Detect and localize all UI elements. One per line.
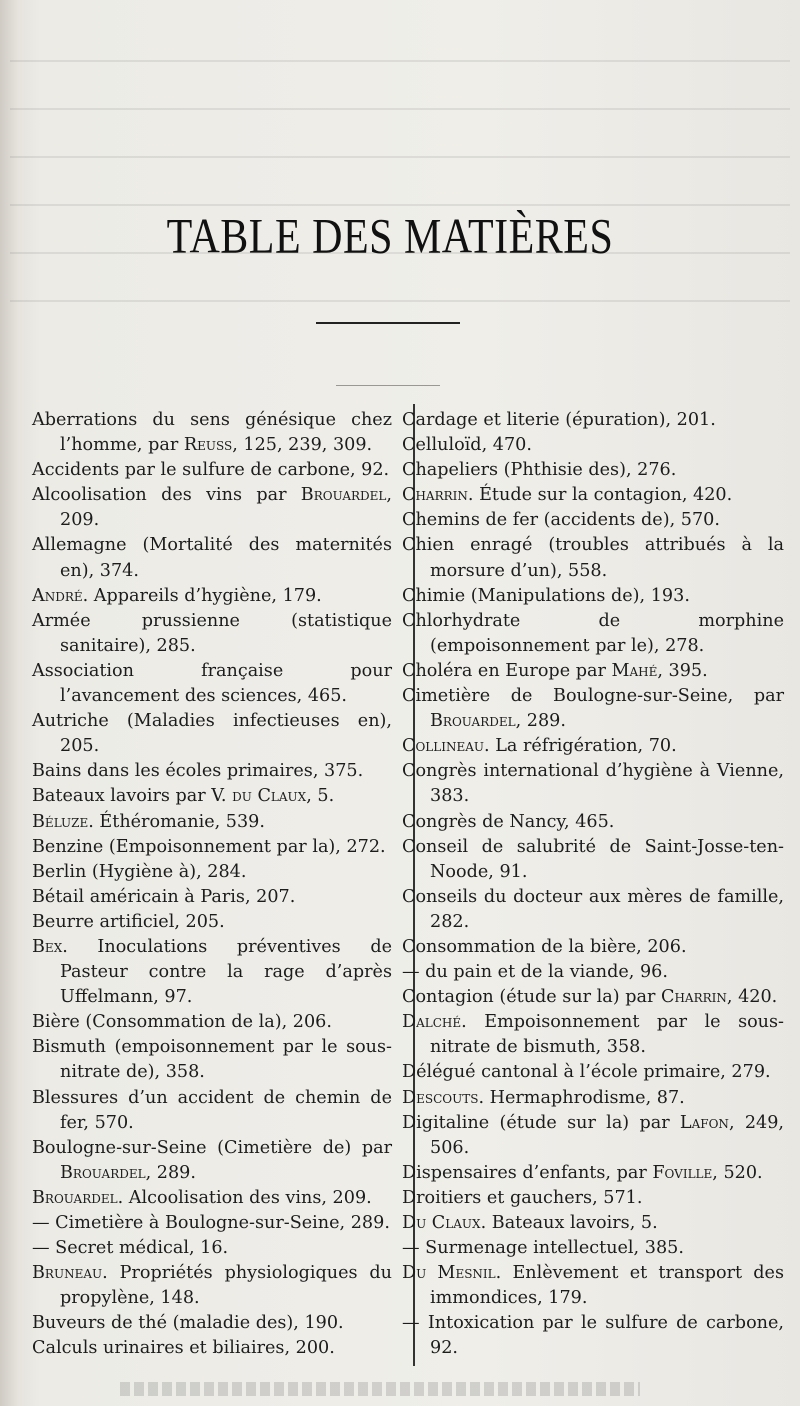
- title-rule-faint: [336, 385, 440, 386]
- entry-text: Aberrations du sens génésique chez l’homme, par: [32, 410, 392, 456]
- entry-text: Chien enragé (troubles attribués à la morsure d’un), 558.: [402, 535, 784, 581]
- entry-text-rest: . Hermaphrodisme, 87.: [478, 1087, 685, 1108]
- entry-text-rest: . Alcoolisation des vins, 209.: [117, 1187, 372, 1208]
- entry-text: Autriche (Maladies infectieuses en), 205.: [32, 711, 392, 757]
- entry-text: Buveurs de thé (maladie des), 190.: [32, 1313, 344, 1334]
- entry-text: Bains dans les écoles primaires, 375.: [32, 761, 364, 782]
- index-entry: [402, 885, 784, 935]
- entry-text: Dispensaires d’enfants, par: [402, 1162, 653, 1183]
- entry-text: — Intoxication par le sulfure de carbone, 92.: [402, 1313, 784, 1359]
- entry-author: Brouardel: [430, 711, 516, 732]
- entry-text: Alcoolisation des vins par: [32, 485, 301, 506]
- entry-author: Foville: [652, 1162, 713, 1183]
- entry-author: Dalché: [402, 1012, 462, 1033]
- index-entry: [32, 709, 392, 759]
- entry-text: — du pain et de la viande, 96.: [402, 962, 668, 983]
- entry-author: Lafon: [679, 1112, 729, 1133]
- entry-text: Chapeliers (Phthisie des), 276.: [402, 460, 677, 481]
- index-entry: [32, 810, 392, 835]
- entry-text-rest: , 5.: [306, 786, 335, 807]
- index-entry: [402, 584, 784, 609]
- index-column-right: [402, 408, 784, 1362]
- bleed-through-footer: [120, 1382, 640, 1396]
- index-entry: [402, 1111, 784, 1161]
- entry-text: Conseils du docteur aux mères de famille, 282.: [402, 886, 784, 932]
- entry-text: — Secret médical, 16.: [32, 1238, 229, 1259]
- index-entry: [402, 759, 784, 809]
- entry-text: Congrès de Nancy, 465.: [402, 811, 615, 832]
- index-entry: [402, 684, 784, 734]
- entry-text-rest: . Appareils d’hygiène, 179.: [82, 585, 322, 606]
- entry-text-rest: . La réfrigération, 70.: [484, 736, 677, 757]
- index-entry: [32, 584, 392, 609]
- entry-text: — Surmenage intellectuel, 385.: [402, 1238, 684, 1259]
- index-entry: [402, 609, 784, 659]
- page-title: TABLE DES MATIÈRES: [166, 209, 614, 265]
- entry-author: Charrin: [660, 987, 727, 1008]
- entry-author: Descouts: [402, 1087, 479, 1108]
- bleed-through-texture: [10, 60, 790, 330]
- entry-text: Beurre artificiel, 205.: [32, 911, 225, 932]
- index-entry: [32, 483, 392, 533]
- index-entry: [32, 935, 392, 1010]
- entry-text: Bismuth (empoisonnement par le sous-nitrate de), 358.: [32, 1037, 392, 1083]
- entry-text-rest: , 289.: [515, 711, 566, 732]
- entry-author: du Claux: [232, 786, 307, 807]
- index-entry: [32, 533, 392, 583]
- index-entry: [402, 659, 784, 684]
- entry-text: Contagion (étude sur la) par: [402, 987, 661, 1008]
- entry-text: Berlin (Hygiène à), 284.: [32, 861, 247, 882]
- index-entry: [32, 885, 392, 910]
- entry-author: Du Claux: [402, 1213, 481, 1233]
- index-entry: [32, 910, 392, 935]
- entry-text-rest: . Étude sur la contagion, 420.: [467, 485, 733, 506]
- index-entry: [32, 1186, 392, 1211]
- entry-text: Allemagne (Mortalité des maternités en), 374.: [32, 535, 392, 581]
- entry-text-rest: , 125, 239, 309.: [232, 435, 373, 456]
- entry-text-rest: . Propriétés physiologiques du propylène, 148.: [60, 1263, 392, 1309]
- index-entry: [402, 1161, 784, 1186]
- index-entry: [402, 960, 784, 985]
- entry-author: Charrin: [402, 485, 468, 506]
- index-entry: [402, 985, 784, 1010]
- entry-text: Accidents par le sulfure de carbone, 92.: [32, 460, 390, 481]
- index-entry: [32, 1236, 392, 1261]
- index-entry: [32, 759, 392, 784]
- entry-text: Chlorhydrate de morphine (empoisonnement par le), 278.: [402, 610, 784, 656]
- index-entry: [402, 508, 784, 533]
- index-entry: [402, 1236, 784, 1261]
- entry-text: Bétail américain à Paris, 207.: [32, 886, 296, 907]
- entry-author: André: [32, 585, 83, 606]
- index-entry: [32, 659, 392, 709]
- entry-text-rest: , 209.: [60, 485, 392, 531]
- entry-text: Cardage et literie (épuration), 201.: [402, 410, 716, 430]
- entry-text: Armée prussienne (statistique sanitaire), 285.: [32, 610, 392, 656]
- entry-text-rest: . Inoculations préventives de Pasteur contre la rage d’après Uffelmann, 97.: [60, 936, 392, 1008]
- index-entry: [32, 1136, 392, 1186]
- entry-author: Bruneau: [32, 1263, 103, 1284]
- index-entry: [32, 1035, 392, 1085]
- index-entry: [402, 1060, 784, 1085]
- index-entry: [32, 1261, 392, 1311]
- index-entry: [402, 483, 784, 508]
- index-column-left: [32, 408, 392, 1362]
- entry-text: Benzine (Empoisonnement par la), 272.: [32, 836, 386, 857]
- entry-author: Béluze: [32, 811, 89, 832]
- entry-text: Chemins de fer (accidents de), 570.: [402, 510, 720, 531]
- entry-author: Mahé: [611, 660, 658, 681]
- index-entry: [402, 533, 784, 583]
- index-entry: [32, 1010, 392, 1035]
- title-rule: [316, 322, 460, 324]
- index-entry: [402, 1211, 784, 1236]
- index-entry: [402, 1186, 784, 1211]
- entry-author: Brouardel: [32, 1187, 118, 1208]
- index-entry: [402, 1261, 784, 1311]
- entry-text: Bateaux lavoirs par V.: [32, 786, 233, 807]
- entry-text: Cimetière de Boulogne-sur-Seine, par: [402, 686, 784, 707]
- index-entry: [402, 1311, 784, 1361]
- entry-text: Association française pour l’avancement des sciences, 465.: [32, 660, 392, 707]
- index-entry: [32, 609, 392, 659]
- entry-text: Digitaline (étude sur la) par: [402, 1112, 680, 1133]
- entry-author: Reuss: [183, 435, 233, 456]
- index-entry: [402, 734, 784, 759]
- index-entry: [32, 458, 392, 483]
- index-entry: [32, 1211, 392, 1236]
- entry-text: Bière (Consommation de la), 206.: [32, 1012, 332, 1033]
- entry-text-rest: . Enlèvement et transport des immondices, 179.: [430, 1263, 784, 1309]
- entry-text-rest: , 420.: [726, 987, 778, 1008]
- index-entry: [402, 1086, 784, 1111]
- entry-author: Brouardel: [60, 1162, 146, 1183]
- index-entry: [32, 860, 392, 885]
- entry-text: Chimie (Manipulations de), 193.: [402, 585, 690, 606]
- entry-text: Celluloïd, 470.: [402, 435, 532, 456]
- entry-text-rest: . Bateaux lavoirs, 5.: [480, 1213, 658, 1233]
- index-entry: [402, 835, 784, 885]
- index-entry: [402, 1010, 784, 1060]
- entry-text: Choléra en Europe par: [402, 660, 612, 681]
- entry-text: Congrès international d’hygiène à Vienne, 383.: [402, 761, 784, 807]
- index-entry: [32, 784, 392, 809]
- index-entry: [402, 458, 784, 483]
- entry-text: Calculs urinaires et biliaires, 200.: [32, 1338, 335, 1359]
- entry-text: Délégué cantonal à l’école primaire, 279.: [402, 1062, 771, 1083]
- entry-author: Collineau: [402, 736, 485, 757]
- index-entry: [402, 433, 784, 458]
- index-entry: [402, 935, 784, 960]
- index-entry: [402, 408, 784, 433]
- entry-author: Bex: [32, 936, 63, 957]
- index-entry: [402, 810, 784, 835]
- entry-text-rest: . Éthéromanie, 539.: [88, 811, 265, 832]
- entry-text: Blessures d’un accident de chemin de fer, 570.: [32, 1087, 392, 1133]
- entry-text: Droitiers et gauchers, 571.: [402, 1187, 643, 1208]
- index-entry: [32, 408, 392, 458]
- index-entry: [32, 1336, 392, 1361]
- entry-text-rest: , 249, 506.: [430, 1112, 784, 1158]
- index-entry: [32, 1311, 392, 1336]
- index-entry: [32, 835, 392, 860]
- index-entry: [32, 1086, 392, 1136]
- entry-text-rest: , 520.: [712, 1162, 763, 1183]
- entry-author: Brouardel: [300, 485, 387, 506]
- entry-text-rest: . Empoisonnement par le sous-nitrate de bismuth, 358.: [430, 1012, 784, 1058]
- entry-text-rest: , 289.: [145, 1162, 196, 1183]
- entry-text: — Cimetière à Boulogne-sur-Seine, 289.: [32, 1213, 390, 1233]
- entry-author: Du Mesnil: [402, 1263, 496, 1284]
- entry-text: Consommation de la bière, 206.: [402, 936, 687, 957]
- entry-text-rest: , 395.: [657, 660, 708, 681]
- entry-text: Conseil de salubrité de Saint-Josse-ten-Noode, 91.: [402, 836, 784, 882]
- entry-text: Boulogne-sur-Seine (Cimetière de) par: [32, 1137, 392, 1158]
